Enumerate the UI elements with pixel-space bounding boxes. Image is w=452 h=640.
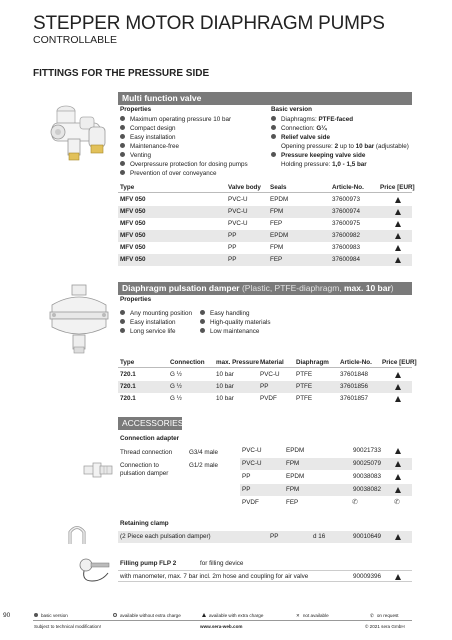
bullet-icon — [200, 319, 205, 324]
table-cell: 10 bar — [216, 383, 234, 390]
table-cell: 90038082 — [353, 486, 382, 493]
page-number: 90 — [3, 612, 11, 619]
property-text: Any mounting position — [130, 310, 192, 317]
multi-properties-label: Properties — [120, 106, 152, 113]
table-row — [118, 254, 412, 266]
clamp-description: (2 Piece each pulsation damper) — [120, 533, 211, 540]
footer-url[interactable]: www.sera-web.com — [200, 624, 243, 629]
table-row — [240, 484, 412, 496]
multi-property-item — [120, 170, 216, 178]
thread-connection-label: Thread connection — [120, 449, 173, 456]
property-text: Overpressure protection for dosing pumps — [130, 161, 248, 168]
available-with-charge-icon — [395, 461, 401, 467]
table-cell: PVC-U — [242, 447, 262, 454]
table-cell: 37600974 — [332, 208, 361, 215]
col-max-pressure: max. Pressure — [216, 359, 260, 366]
bullet-icon — [120, 134, 125, 139]
bullet-icon — [120, 328, 125, 333]
table-cell: FEP — [270, 256, 283, 263]
col-valve-body: Valve body — [228, 184, 261, 191]
basic-holding-pressure: Holding pressure: 1,0 - 1,5 bar — [281, 161, 367, 168]
table-cell: FPM — [270, 208, 284, 215]
table-cell: MFV 050 — [120, 208, 146, 215]
col-price: Price [EUR] — [382, 359, 417, 366]
page-subtitle: CONTROLLABLE — [33, 34, 118, 46]
damper-property-item — [200, 310, 250, 318]
bullet-icon — [120, 116, 125, 121]
col-type: Type — [120, 184, 135, 191]
table-cell: MFV 050 — [120, 220, 146, 227]
filling-pump-purpose: for filling device — [200, 560, 244, 567]
connection-size: G1/2 male — [189, 462, 219, 469]
col-material: Material — [260, 359, 284, 366]
table-cell: PVC-U — [228, 208, 248, 215]
page-title: STEPPER MOTOR DIAPHRAGM PUMPS — [33, 13, 385, 34]
connection-adapter-image — [82, 458, 114, 482]
table-row — [118, 369, 412, 381]
multi-basic-label: Basic version — [271, 106, 312, 113]
footer-copyright: © 2021 sera GmbH — [365, 624, 405, 629]
table-cell: PP — [228, 244, 237, 251]
damper-property-item — [120, 310, 192, 318]
table-cell: 37600982 — [332, 232, 361, 239]
table-row — [240, 445, 412, 457]
table-cell: PTFE — [296, 383, 313, 390]
available-with-charge-icon — [395, 233, 401, 239]
property-text: Easy installation — [130, 134, 176, 141]
clamp-size: d 16 — [313, 533, 326, 540]
filling-pump-row — [118, 570, 412, 582]
legend-with-charge: available with extra charge — [202, 613, 263, 618]
table-row — [118, 381, 412, 393]
table-cell: PVC-U — [228, 220, 248, 227]
table-row — [240, 471, 412, 483]
available-with-charge-icon — [395, 574, 401, 580]
section-title: FITTINGS FOR THE PRESSURE SIDE — [33, 68, 210, 79]
multi-property-item — [120, 161, 248, 169]
table-cell: 37601848 — [340, 371, 369, 378]
table-cell: PP — [228, 256, 237, 263]
basic-opening-pressure: Opening pressure: 2 up to 10 bar (adjustable) — [281, 143, 409, 150]
property-text: Easy installation — [130, 319, 176, 326]
damper-table-header — [118, 357, 417, 368]
available-with-charge-icon — [395, 257, 401, 263]
table-cell: EPDM — [286, 473, 305, 480]
connection-adapter-label: Connection adapter — [120, 435, 180, 442]
multi-property-item — [120, 134, 176, 142]
table-cell: 37600975 — [332, 220, 361, 227]
retaining-clamp-label: Retaining clamp — [120, 520, 169, 527]
table-cell: G ½ — [170, 395, 182, 402]
table-cell: 720.1 — [120, 395, 136, 402]
clamp-article-no: 90010649 — [353, 533, 382, 540]
table-cell: 720.1 — [120, 371, 136, 378]
table-row — [240, 497, 412, 509]
table-cell: FPM — [270, 244, 284, 251]
bullet-icon — [120, 319, 125, 324]
filling-pump-label: Filling pump FLP 2 — [120, 560, 177, 567]
bullet-icon — [120, 310, 125, 315]
bullet-icon — [120, 170, 125, 175]
table-cell: 37600983 — [332, 244, 361, 251]
pulsation-damper-image — [44, 283, 114, 363]
table-row — [118, 194, 412, 206]
basic-pressure-keeping: Pressure keeping valve side — [271, 152, 365, 160]
col-article-no: Article-No. — [332, 184, 364, 191]
table-cell: 10 bar — [216, 395, 234, 402]
property-text: Low maintenance — [210, 328, 260, 335]
available-with-charge-icon — [395, 534, 401, 540]
table-cell: EPDM — [270, 232, 289, 239]
thread-connection-size: G3/4 male — [189, 449, 219, 456]
table-cell: MFV 050 — [120, 196, 146, 203]
basic-relief-valve: Relief valve side — [271, 134, 330, 142]
damper-property-item — [120, 328, 176, 336]
legend-without-charge: available without extra charge — [113, 613, 181, 618]
table-cell: PVC-U — [260, 371, 280, 378]
multi-property-item — [120, 125, 176, 133]
table-cell: MFV 050 — [120, 232, 146, 239]
table-row — [118, 242, 412, 254]
table-cell: 37601857 — [340, 395, 369, 402]
table-cell: PVC-U — [228, 196, 248, 203]
table-row — [240, 458, 412, 470]
multi-table-header — [118, 182, 415, 193]
table-cell: PP — [242, 486, 251, 493]
table-cell: EPDM — [286, 447, 305, 454]
on-request-icon: ✆ — [352, 499, 358, 506]
multi-property-item — [120, 143, 179, 151]
clamp-material: PP — [270, 533, 279, 540]
col-type: Type — [120, 359, 135, 366]
available-with-charge-icon — [395, 372, 401, 378]
table-cell: EPDM — [270, 196, 289, 203]
available-with-charge-icon — [395, 197, 401, 203]
table-cell: PP — [260, 383, 269, 390]
legend-basic: basic version — [34, 613, 68, 618]
property-text: Venting — [130, 152, 152, 159]
table-cell: PP — [228, 232, 237, 239]
filling-pump-image — [78, 555, 114, 585]
available-with-charge-icon — [395, 396, 401, 402]
available-with-charge-icon — [395, 448, 401, 454]
table-cell: 37601856 — [340, 383, 369, 390]
available-with-charge-icon — [395, 474, 401, 480]
connection-to-label: Connection to — [120, 462, 159, 469]
table-cell: 37600973 — [332, 196, 361, 203]
bullet-icon — [120, 125, 125, 130]
legend-not-available: ✕ not available — [296, 613, 329, 618]
table-cell: PVDF — [260, 395, 277, 402]
property-text: Compact design — [130, 125, 176, 132]
property-text: Maximum operating pressure 10 bar — [130, 116, 232, 123]
footer-note: Subject to technical modification! — [34, 624, 101, 629]
table-row — [118, 393, 412, 405]
basic-connection: Connection: G¼ — [271, 125, 327, 133]
table-cell: FEP — [270, 220, 283, 227]
bullet-icon — [120, 143, 125, 148]
table-cell: FPM — [286, 460, 300, 467]
retaining-clamp-row — [118, 531, 412, 543]
table-cell: PTFE — [296, 395, 313, 402]
damper-property-item — [200, 319, 271, 327]
table-cell: MFV 050 — [120, 244, 146, 251]
col-seals: Seals — [270, 184, 287, 191]
pulsation-damper-label: pulsation damper — [120, 470, 169, 477]
on-request-icon: ✆ — [394, 499, 400, 506]
property-text: High-quality materials — [210, 319, 271, 326]
available-with-charge-icon — [395, 487, 401, 493]
pulsation-damper-header: Diaphragm pulsation damper (Plastic, PTFE-diaphragm, max. 10 bar) — [118, 282, 412, 295]
accessories-header: ACCESSORIES — [118, 417, 182, 430]
table-cell: G ½ — [170, 371, 182, 378]
legend-on-request: ✆ on request — [370, 613, 399, 618]
table-cell: FEP — [286, 499, 299, 506]
property-text: Maintenance-free — [130, 143, 180, 150]
table-cell: PTFE — [296, 371, 313, 378]
table-cell: 90021733 — [353, 447, 382, 454]
table-cell: PVDF — [242, 499, 259, 506]
retaining-clamp-image — [64, 522, 90, 548]
property-text: Easy handling — [210, 310, 250, 317]
table-row — [118, 206, 412, 218]
table-row — [118, 218, 412, 230]
col-diaphragm: Diaphragm — [296, 359, 329, 366]
table-cell: 90038083 — [353, 473, 382, 480]
table-cell: FPM — [286, 486, 300, 493]
property-text: Prevention of over conveyance — [130, 170, 217, 177]
pump-description: with manometer, max. 7 bar incl. 2m hose and coupling for air valve — [120, 573, 309, 580]
damper-properties-label: Properties — [120, 296, 152, 303]
table-cell: 37600984 — [332, 256, 361, 263]
multi-property-item — [120, 152, 151, 160]
available-with-charge-icon — [395, 209, 401, 215]
bullet-icon — [200, 328, 205, 333]
damper-property-item — [120, 319, 176, 327]
damper-property-item — [200, 328, 259, 336]
table-row — [118, 230, 412, 242]
table-cell: PVC-U — [242, 460, 262, 467]
basic-diaphragms: Diaphragms: PTFE-faced — [271, 116, 353, 124]
property-text: Long service life — [130, 328, 176, 335]
bullet-icon — [120, 152, 125, 157]
table-cell: G ½ — [170, 383, 182, 390]
table-cell: 10 bar — [216, 371, 234, 378]
bullet-icon — [120, 161, 125, 166]
col-price: Price [EUR] — [380, 184, 415, 191]
col-connection: Connection — [170, 359, 205, 366]
pump-article-no: 90009396 — [353, 573, 382, 580]
table-cell: 90025079 — [353, 460, 382, 467]
multi-function-valve-header: Multi function valve — [118, 92, 412, 105]
available-with-charge-icon — [395, 384, 401, 390]
available-with-charge-icon — [395, 245, 401, 251]
table-cell: MFV 050 — [120, 256, 146, 263]
multi-function-valve-image — [44, 93, 114, 165]
multi-property-item — [120, 116, 231, 124]
col-article-no: Article-No. — [340, 359, 372, 366]
table-cell: 720.1 — [120, 383, 136, 390]
bullet-icon — [200, 310, 205, 315]
available-with-charge-icon — [395, 221, 401, 227]
table-cell: PP — [242, 473, 251, 480]
